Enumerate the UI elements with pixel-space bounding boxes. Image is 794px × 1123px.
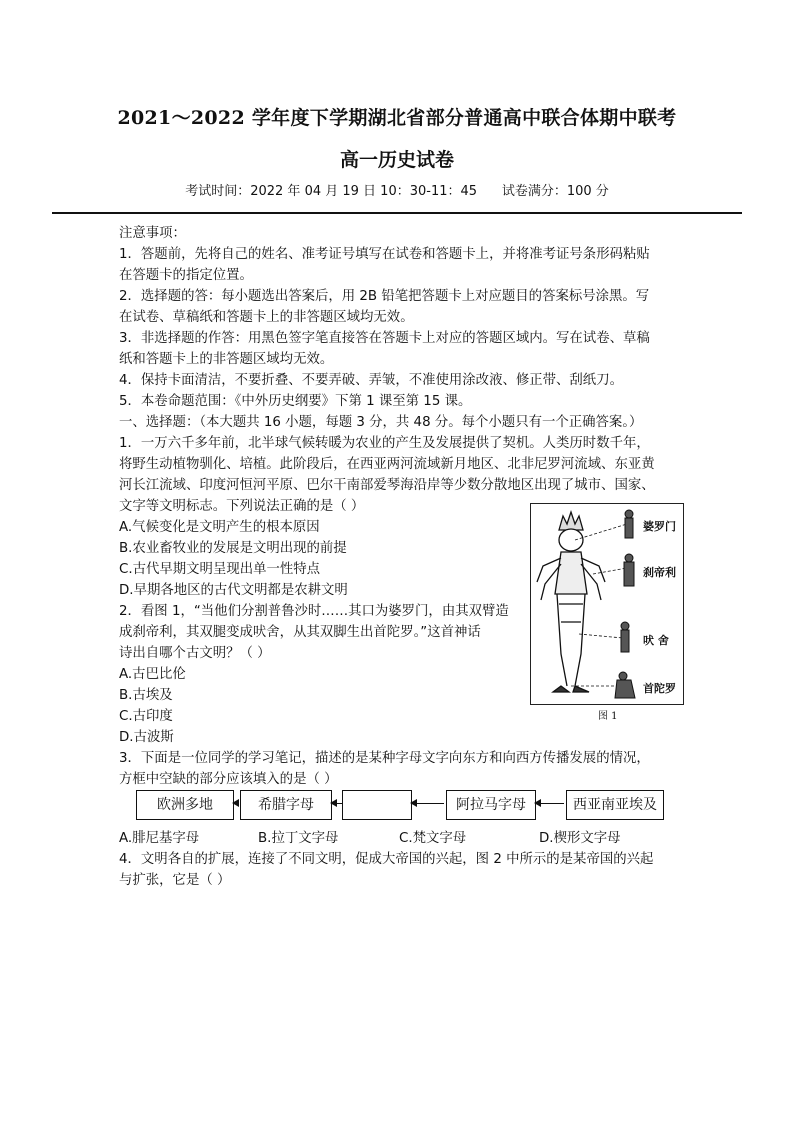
fig1-label-shudra: 首陀罗 [643, 682, 676, 695]
notice-line-4: 在试卷、草稿纸和答题卡上的非答题区域均无效。 [119, 310, 414, 325]
header-rule [52, 212, 742, 214]
flow-box-greek: 希腊字母 [240, 790, 332, 820]
notice-line-8: 5．本卷命题范围：《中外历史纲要》下第 1 课至第 15 课。 [119, 394, 472, 409]
notice-line-2: 在答题卡的指定位置。 [119, 268, 253, 283]
q3-option-d: D.楔形文字母 [539, 831, 621, 846]
q2-option-a: A.古巴比伦 [119, 667, 186, 682]
purusha-illustration [531, 504, 683, 704]
q2-option-d: D.古波斯 [119, 730, 174, 745]
notice-line-1: 1．答题前，先将自己的姓名、准考证号填写在试卷和答题卡上，并将准考证号条形码粘贴 [119, 247, 650, 262]
q2-stem-1: 2．看图 1，“当他们分割普鲁沙时……其口为婆罗门，由其双臂造 [119, 604, 509, 619]
flow-box-europe: 欧洲多地 [136, 790, 234, 820]
q1-stem-2: 将野生动植物驯化、培植。此阶段后，在西亚两河流域新月地区、北非尼罗河流域、东亚黄 [119, 457, 655, 472]
q2-option-b: B.古埃及 [119, 688, 173, 703]
exam-title: 2021～2022 学年度下学期湖北省部分普通高中联合体期中联考 [117, 107, 677, 129]
flow-arrow-3 [411, 803, 444, 804]
notice-line-6: 纸和答题卡上的非答题区域均无效。 [119, 352, 334, 367]
q2-stem-3: 诗出自哪个古文明？（ ） [119, 646, 271, 661]
q3-option-a: A.腓尼基字母 [119, 831, 200, 846]
q3-stem-2: 方框中空缺的部分应该填入的是（ ） [119, 772, 338, 787]
q1-stem-4: 文字等文明标志。下列说法正确的是（ ） [119, 499, 365, 514]
flow-box-blank [342, 790, 412, 820]
q1-option-d: D.早期各地区的古代文明都是农耕文明 [119, 583, 348, 598]
figure-1 [530, 503, 684, 705]
q1-stem-1: 1．一万六千多年前，北半球气候转暖为农业的产生及发展提供了契机。人类历时数千年， [119, 436, 650, 451]
q2-option-c: C.古印度 [119, 709, 173, 724]
exam-meta: 考试时间：2022 年 04 月 19 日 10：30-11：45 试卷满分：100 分 [185, 184, 609, 199]
flow-box-westasia: 西亚南亚埃及 [566, 790, 664, 820]
notice-heading: 注意事项： [119, 226, 186, 241]
q3-option-c: C.梵文字母 [399, 831, 467, 846]
q4-stem-2: 与扩张，它是（ ） [119, 873, 231, 888]
fig1-label-brahmin: 婆罗门 [643, 520, 676, 533]
flow-box-aramaic: 阿拉马字母 [446, 790, 536, 820]
flow-arrow-1 [233, 803, 239, 804]
section-heading: 一、选择题：（本大题共 16 小题，每题 3 分，共 48 分。每个小题只有一个正确答案。） [119, 415, 643, 430]
q1-option-b: B.农业畜牧业的发展是文明出现的前提 [119, 541, 347, 556]
flow-arrow-2 [331, 803, 342, 804]
q3-option-b: B.拉丁文字母 [258, 831, 339, 846]
q4-stem-1: 4．文明各自的扩展，连接了不同文明，促成大帝国的兴起，图 2 中所示的是某帝国的兴起 [119, 852, 654, 867]
q1-option-a: A.气候变化是文明产生的根本原因 [119, 520, 320, 535]
fig1-label-kshatriya: 刹帝利 [643, 566, 676, 579]
q1-stem-3: 河长江流域、印度河恒河平原、巴尔干南部爱琴海沿岸等少数分散地区出现了城市、国家、 [119, 478, 655, 493]
notice-line-3: 2．选择题的答：每小题选出答案后，用 2B 铅笔把答题卡上对应题目的答案标号涂黑。写 [119, 289, 650, 304]
exam-subtitle: 高一历史试卷 [339, 149, 454, 171]
notice-line-7: 4．保持卡面清洁，不要折叠、不要弄破、弄皱，不准使用涂改液、修正带、刮纸刀。 [119, 373, 623, 388]
flow-arrow-4 [535, 803, 564, 804]
q3-stem-1: 3．下面是一位同学的学习笔记，描述的是某种字母文字向东方和向西方传播发展的情况， [119, 751, 650, 766]
figure-1-caption: 图 1 [598, 711, 618, 722]
notice-line-5: 3．非选择题的作答：用黑色签字笔直接答在答题卡上对应的答题区域内。写在试卷、草稿 [119, 331, 650, 346]
q1-option-c: C.古代早期文明呈现出单一性特点 [119, 562, 321, 577]
q2-stem-2: 成刹帝利，其双腿变成吠舍，从其双脚生出首陀罗。”这首神话 [119, 625, 481, 640]
fig1-label-vaishya: 吠 舍 [643, 634, 669, 647]
